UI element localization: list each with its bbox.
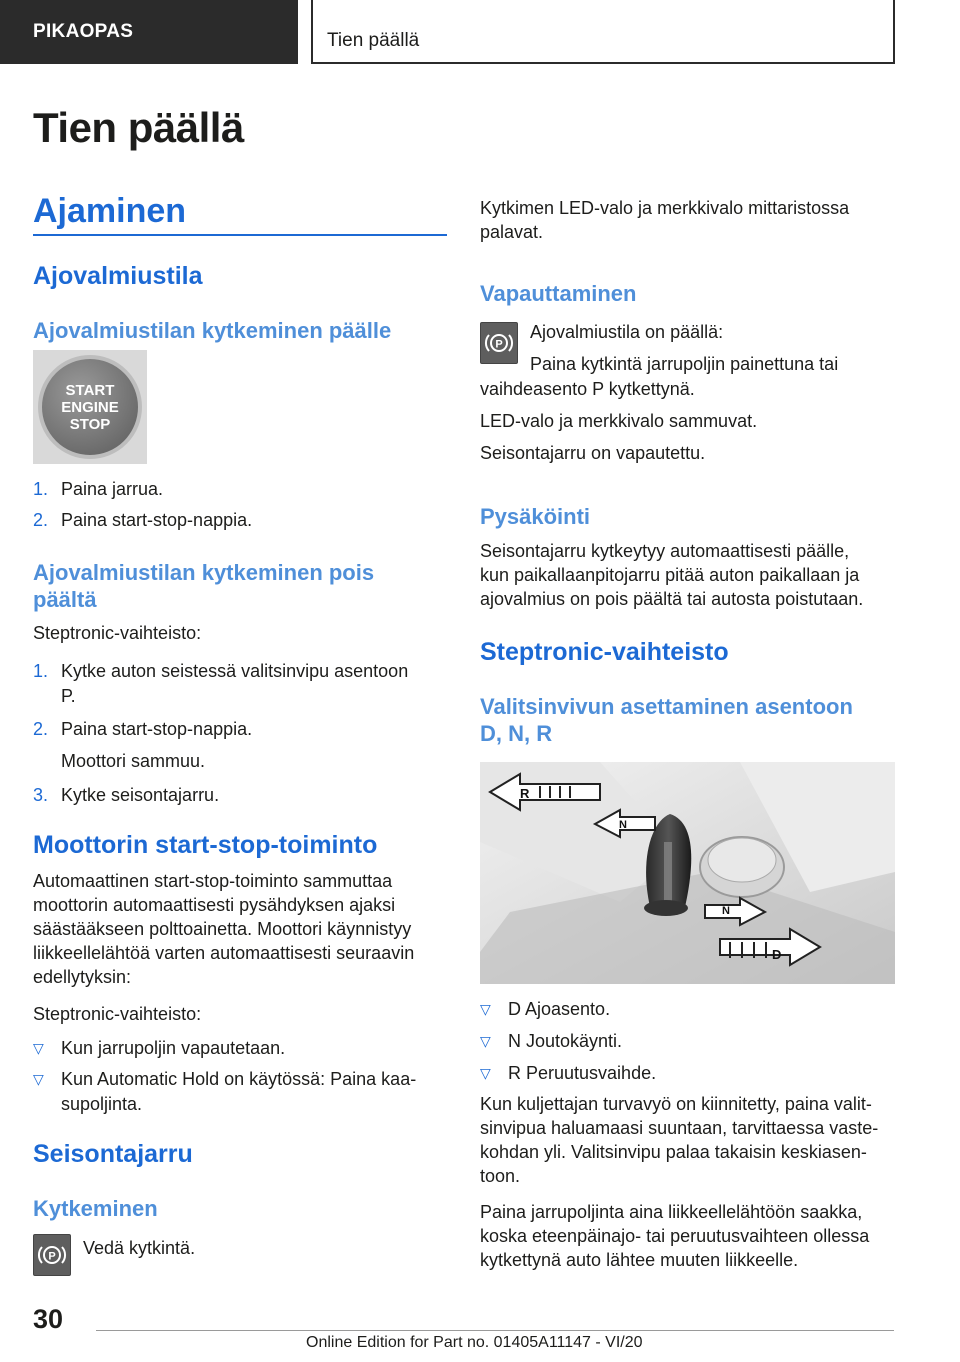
vap-text: Seisontajarru on vapautettu. (480, 443, 706, 463)
heading-vapauttaminen: Vapauttaminen (480, 281, 637, 306)
paragraph-line: kun paikallaanpitojarru pitää auton paikallaan ja (480, 565, 860, 585)
heading-ajovalmiustila-pois (33, 559, 374, 613)
step-number: 3. (33, 785, 49, 805)
engine-label: ENGINE (61, 398, 119, 416)
heading-steptronic: Steptronic-vaihteisto (480, 638, 729, 666)
paragraph-line: kytkettynä auto lähtee muuten liikkeelle. (480, 1250, 799, 1270)
shifter-label-d: D (772, 947, 782, 962)
step-text: Paina start-stop-nappia. (61, 510, 253, 530)
heading-startstop: Moottorin start-stop-toiminto (33, 831, 378, 859)
paragraph-line: toon. (480, 1166, 521, 1186)
step-number: 2. (33, 719, 49, 739)
heading-line: D, N, R (480, 721, 553, 746)
paragraph-line: ajovalmius on pois päältä tai autosta poistutaan. (480, 589, 864, 609)
vap-text: vaihdeasento P kytkettynä. (480, 379, 695, 399)
paragraph-line: sinvipua haluamaasi suuntaan, tarvittaessa vaste- (480, 1118, 879, 1138)
heading-ajaminen: Ajaminen (33, 192, 187, 230)
vap-text: LED-valo ja merkkivalo sammuvat. (480, 411, 758, 431)
heading-line: Valitsinvivun asettaminen asentoon (480, 694, 853, 719)
triangle-bullet-icon: ▽ (33, 1071, 44, 1087)
heading-kytkeminen: Kytkeminen (33, 1196, 158, 1221)
step-number: 1. (33, 661, 49, 681)
paragraph-line: Paina jarrupoljinta aina liikkeellelähtöön saakka, (480, 1202, 863, 1222)
heading-seisontajarru: Seisontajarru (33, 1140, 193, 1168)
shifter-label-r: R (520, 786, 530, 801)
paragraph-line: edellytyksin: (33, 967, 132, 987)
kuljettaja-paragraph (480, 1092, 878, 1188)
paragraph-line: Kytkimen LED-valo ja merkkivalo mittaristossa (480, 198, 850, 218)
paragraph-line: moottorin automaattisesti pysähdyksen ajaksi (33, 895, 396, 915)
triangle-bullet-icon: ▽ (480, 1001, 491, 1017)
paragraph-line: Kun kuljettajan turvavyö on kiinnitetty, paina valit- (480, 1094, 872, 1114)
svg-text:P: P (495, 338, 503, 351)
header-chapter-label: Tien päällä (327, 30, 420, 51)
page-number: 30 (33, 1304, 64, 1334)
paragraph-line: Seisontajarru kytkeytyy automaattisesti päälle, (480, 541, 850, 561)
step-text: Kytke seisontajarru. (61, 785, 220, 805)
start-engine-stop-image (33, 350, 147, 464)
startstop-paragraph (33, 869, 414, 989)
heading-ajovalmiustila: Ajovalmiustila (33, 262, 203, 290)
start-stop-button-icon (38, 355, 142, 459)
steptronic-label: Steptronic-vaihteisto: (33, 1004, 202, 1024)
heading-rule (33, 234, 447, 236)
header-chapter-tab (311, 0, 895, 64)
bullet-text-cont: supoljinta. (61, 1094, 143, 1114)
paragraph-line: koska eteenpäinajo- tai peruutusvaihteen ollessa (480, 1226, 870, 1246)
step-number: 1. (33, 479, 49, 499)
kytkeminen-text: Vedä kytkintä. (83, 1238, 196, 1258)
triangle-bullet-icon: ▽ (480, 1065, 491, 1081)
svg-text:P: P (48, 1250, 56, 1263)
paragraph-line: palavat. (480, 222, 544, 242)
bullet-text: Kun jarrupoljin vapautetaan. (61, 1038, 286, 1058)
step-number: 2. (33, 510, 49, 530)
heading-line: päältä (33, 587, 97, 612)
triangle-bullet-icon: ▽ (480, 1033, 491, 1049)
heading-valitsinvipu (480, 693, 853, 747)
paragraph-line: säästääkseen polttoainetta. Moottori käynnistyy (33, 919, 412, 939)
steptronic-label: Steptronic-vaihteisto: (33, 623, 202, 643)
parking-brake-icon (33, 1234, 71, 1276)
bullet-text: Kun Automatic Hold on käytössä: Paina kaa- (61, 1069, 417, 1089)
header-section-tab (0, 0, 298, 64)
heading-pysakointi: Pysäköinti (480, 504, 591, 529)
led-paragraph (480, 196, 849, 244)
stop-label: STOP (69, 415, 111, 433)
header-section-label: PIKAOPAS (33, 21, 134, 42)
vap-text: Ajovalmiustila on päällä: (530, 322, 724, 342)
heading-ajovalmiustila-paalle: Ajovalmiustilan kytkeminen päälle (33, 318, 392, 343)
page-title: Tien päällä (33, 104, 244, 151)
paragraph-line: kohdan yli. Valitsinvipu palaa takaisin keskiasen- (480, 1142, 867, 1162)
gear-shifter-image (480, 762, 895, 984)
step-text: Paina start-stop-nappia. (61, 719, 253, 739)
start-label: START (65, 381, 115, 399)
gear-bullet-text: R Peruutusvaihde. (508, 1063, 657, 1083)
step-text-cont: P. (61, 686, 76, 706)
shifter-label-n-bottom: N (722, 905, 730, 917)
paragraph-line: liikkeellelähtöä varten automaattisesti seuraavin (33, 943, 415, 963)
step-text: Kytke auton seistessä valitsinvipu asentoon (61, 661, 409, 681)
pysakointi-paragraph (480, 539, 863, 611)
gear-bullet-text: N Joutokäynti. (508, 1031, 623, 1051)
step-text-cont: Moottori sammuu. (61, 751, 206, 771)
gear-bullet-text: D Ajoasento. (508, 999, 611, 1019)
heading-line: Ajovalmiustilan kytkeminen pois (33, 560, 375, 585)
jarru-paragraph (480, 1200, 869, 1272)
footer-edition: Online Edition for Part no. 01405A11147 - VI/20 (306, 1334, 643, 1351)
step-text: Paina jarrua. (61, 479, 164, 499)
parking-brake-icon (480, 322, 518, 364)
triangle-bullet-icon: ▽ (33, 1040, 44, 1056)
shifter-label-n-top: N (619, 819, 627, 831)
paragraph-line: Automaattinen start-stop-toiminto sammuttaa (33, 871, 393, 891)
footer-rule (96, 1330, 894, 1331)
vap-text: Paina kytkintä jarrupoljin painettuna tai (530, 354, 839, 374)
